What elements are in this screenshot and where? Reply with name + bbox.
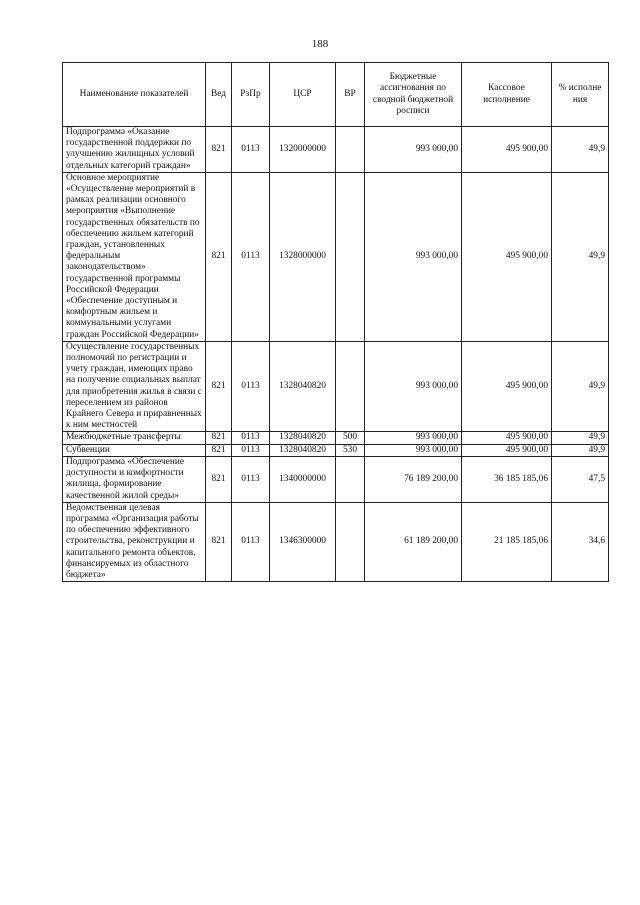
budget-execution-table — [62, 62, 609, 582]
row-percent: 49,9 — [552, 432, 609, 444]
row-vr — [336, 172, 365, 341]
row-vr — [336, 127, 365, 173]
row-csr: 1328000000 — [270, 172, 336, 341]
row-ved: 821 — [206, 456, 232, 502]
row-rzpr: 0113 — [232, 341, 270, 432]
header-vr: ВР — [336, 63, 365, 127]
row-csr: 1346300000 — [270, 502, 336, 581]
row-cash: 36 185 185,06 — [462, 456, 552, 502]
row-name: Подпрограмма «Оказание государственной поддержки по улучшению жилищных условий отдельных категорий граждан» — [63, 127, 206, 173]
row-csr: 1320000000 — [270, 127, 336, 173]
row-ved: 821 — [206, 444, 232, 456]
row-name: Основное мероприятие «Осуществление мероприятий в рамках реализации основного мероприятия «Выполнение государственных обязательств по обеспечению жильем категорий граждан, установленных федеральным законодательством» государственной программы Российской Федерации «Обеспечение доступным и комфортным жильем и коммунальными услугами граждан Российской Федерации» — [63, 172, 206, 341]
header-budget: Бюджетные ассигнования по сводной бюджетной росписи — [365, 63, 462, 127]
row-csr: 1328040820 — [270, 432, 336, 444]
row-vr — [336, 502, 365, 581]
table-row — [63, 127, 609, 173]
table-row — [63, 444, 609, 456]
row-percent: 49,9 — [552, 127, 609, 173]
row-rzpr: 0113 — [232, 502, 270, 581]
row-rzpr: 0113 — [232, 456, 270, 502]
row-budget: 993 000,00 — [365, 127, 462, 173]
row-cash: 495 900,00 — [462, 127, 552, 173]
row-cash: 495 900,00 — [462, 341, 552, 432]
row-rzpr: 0113 — [232, 444, 270, 456]
page-number: 188 — [311, 38, 329, 50]
row-ved: 821 — [206, 341, 232, 432]
row-name: Межбюджетные трансферты — [63, 432, 206, 444]
row-percent: 49,9 — [552, 341, 609, 432]
row-cash: 495 900,00 — [462, 172, 552, 341]
header-csr: ЦСР — [270, 63, 336, 127]
row-name: Ведомственная целевая программа «Организация работы по обеспечению эффективного строительства, реконструкции и капитального ремонта объектов, финансируемых из областного бюджета» — [63, 502, 206, 581]
row-csr: 1328040820 — [270, 444, 336, 456]
row-name: Субвенции — [63, 444, 206, 456]
row-cash: 495 900,00 — [462, 444, 552, 456]
row-ved: 821 — [206, 432, 232, 444]
header-ved: Вед — [206, 63, 232, 127]
row-name: Подпрограмма «Обеспечение доступности и комфортности жилища, формирование качественной жилой среды» — [63, 456, 206, 502]
row-vr — [336, 341, 365, 432]
row-budget: 993 000,00 — [365, 444, 462, 456]
row-rzpr: 0113 — [232, 127, 270, 173]
header-name: Наименование показателей — [63, 63, 206, 127]
row-csr: 1328040820 — [270, 341, 336, 432]
header-percent: % исполне ния — [552, 63, 609, 127]
table-row — [63, 502, 609, 581]
row-percent: 49,9 — [552, 172, 609, 341]
row-vr — [336, 456, 365, 502]
row-percent: 34,6 — [552, 502, 609, 581]
row-percent: 47,5 — [552, 456, 609, 502]
row-vr: 500 — [336, 432, 365, 444]
row-percent: 49,9 — [552, 444, 609, 456]
header-cash: Кассовое исполнение — [462, 63, 552, 127]
row-ved: 821 — [206, 502, 232, 581]
row-cash: 21 185 185,06 — [462, 502, 552, 581]
table-row — [63, 456, 609, 502]
row-budget: 76 189 200,00 — [365, 456, 462, 502]
row-name: Осуществление государственных полномочий по регистрации и учету граждан, имеющих право на получение социальных выплат для приобретения жилья в связи с переселением из районов Крайнего Севера и приравненных к ним местностей — [63, 341, 206, 432]
row-budget: 61 189 200,00 — [365, 502, 462, 581]
row-rzpr: 0113 — [232, 172, 270, 341]
row-budget: 993 000,00 — [365, 172, 462, 341]
table-row — [63, 172, 609, 341]
row-budget: 993 000,00 — [365, 341, 462, 432]
row-rzpr: 0113 — [232, 432, 270, 444]
table-row — [63, 432, 609, 444]
row-csr: 1340000000 — [270, 456, 336, 502]
row-ved: 821 — [206, 172, 232, 341]
row-budget: 993 000,00 — [365, 432, 462, 444]
table-row — [63, 341, 609, 432]
table-header-row — [63, 63, 609, 127]
row-ved: 821 — [206, 127, 232, 173]
row-cash: 495 900,00 — [462, 432, 552, 444]
row-vr: 530 — [336, 444, 365, 456]
header-rzpr: РзПр — [232, 63, 270, 127]
